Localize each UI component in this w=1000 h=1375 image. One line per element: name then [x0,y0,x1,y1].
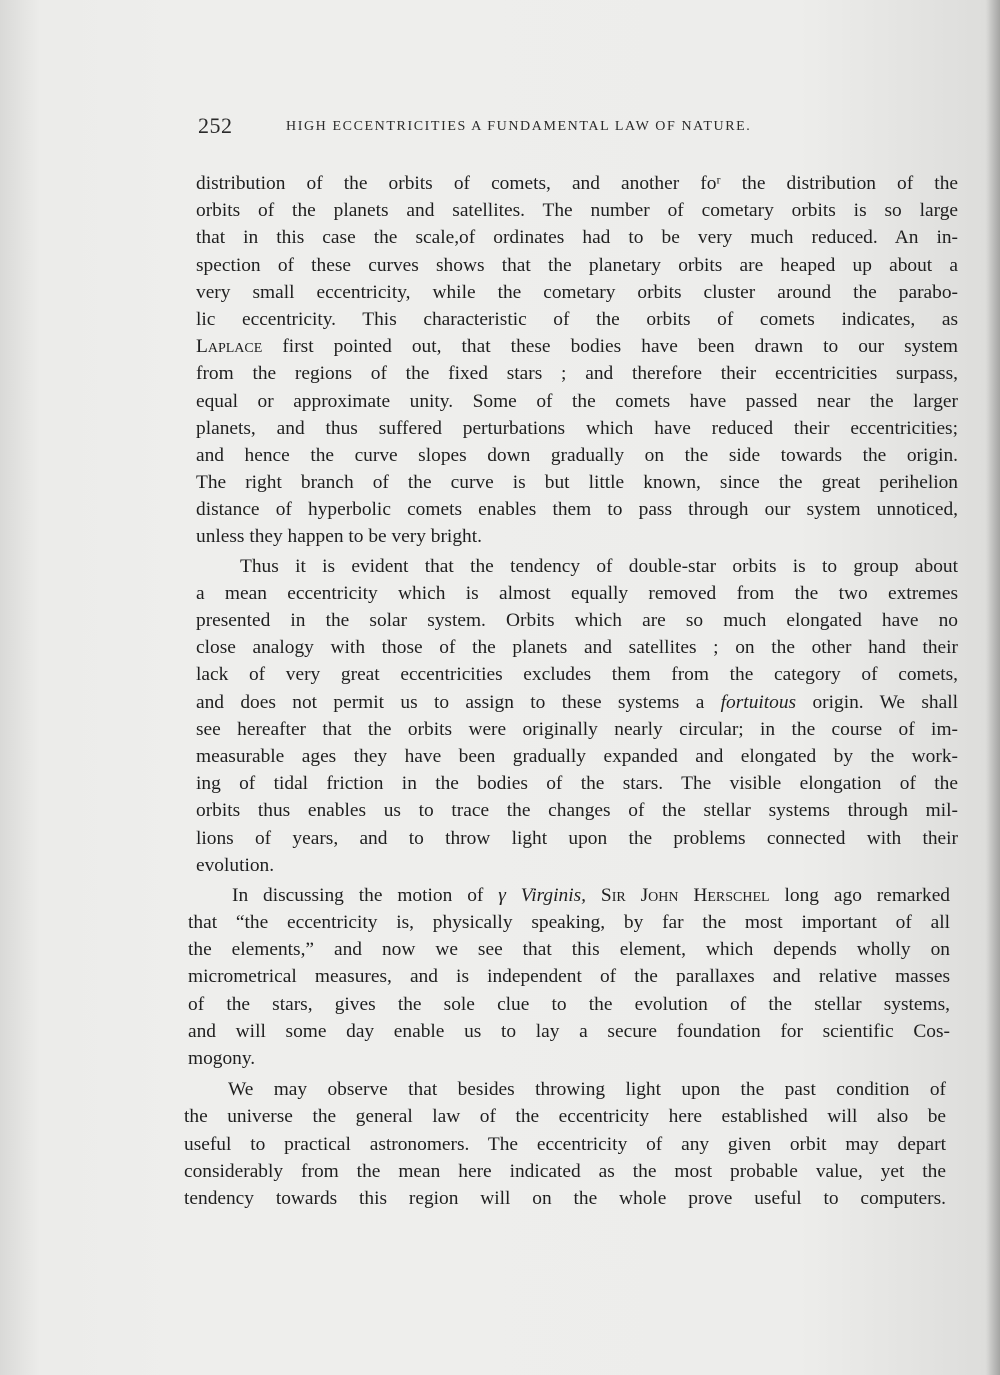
text-line: tendency towards this region will on the whole prove useful to computers. [184,1187,946,1209]
page-header [198,113,868,143]
text-line: distance of hyperbolic comets enables them to pass through our system unnoticed, [196,499,958,521]
text-span: long ago remarked [769,884,950,906]
author-name-herschel: Sir John Herschel [586,884,770,906]
page-edge-shadow [986,0,1000,1375]
author-name-laplace: Laplace [196,336,263,358]
paragraph-2 [196,553,958,879]
text-line: that in this case the scale,of ordinates had to be very much reduced. An in- [196,227,958,249]
text-line: evolution. [196,854,275,876]
text-line: planets, and thus suffered perturbations which have reduced their eccentricities; [196,417,958,439]
italic-word: fortuitous [720,691,797,713]
text-line: orbits thus enables us to trace the changes of the stellar systems through mil- [196,800,958,822]
text-line: of the stars, gives the sole clue to the evolution of the stellar systems, [188,993,950,1015]
italic-star-name: γ Virginis, [498,884,586,906]
text-span: origin. We shall [796,691,958,713]
text-line [196,689,958,716]
text-line: lions of years, and to throw light upon the problems connected with their [196,827,958,849]
text-line: and will some day enable us to lay a secure foundation for scientific Cos- [188,1020,950,1042]
text-line: orbits of the planets and satellites. The number of cometary orbits is so large [196,200,958,222]
text-line: ing of tidal friction in the bodies of the stars. The visible elongation of the [196,773,958,795]
text-span: and does not permit us to assign to these systems a [196,691,721,713]
running-head: HIGH ECCENTRICITIES A FUNDAMENTAL LAW OF NATURE. [286,119,752,134]
text-line: Thus it is evident that the tendency of double-star orbits is to group about [240,555,958,577]
body-text [184,170,958,1212]
text-line: the elements,” and now we see that this element, which depends wholly on [188,939,950,961]
text-line: the universe the general law of the eccentricity here established will also be [184,1106,946,1128]
text-line: measurable ages they have been gradually expanded and elongated by the work- [196,745,958,767]
text-line: lack of very great eccentricities excludes them from the category of comets, [196,664,958,686]
text-span: first pointed out, that these bodies have been drawn to our system [262,336,958,358]
text-line: very small eccentricity, while the cometary orbits cluster around the parabo- [196,281,958,303]
text-line: see hereafter that the orbits were originally nearly circular; in the course of im- [196,718,958,740]
text-line: presented in the solar system. Orbits which are so much elongated have no [196,610,958,631]
paragraph-1 [196,170,958,551]
text-line: lic eccentricity. This characteristic of the orbits of comets indicates, as [196,308,958,330]
text-span: In discussing the motion of [232,884,499,906]
text-line: mogony. [188,1048,256,1069]
text-line: distribution of the orbits of comets, and another foʳ the distribution of the [196,173,958,194]
text-line: from the regions of the fixed stars ; and therefore their eccentricities surpass, [196,363,958,385]
text-line: that “the eccentricity is, physically speaking, by far the most important of all [188,912,950,934]
text-line: The right branch of the curve is but little known, since the great perihelion [196,472,958,494]
text-line: micrometrical measures, and is independent of the parallaxes and relative masses [188,966,950,988]
text-line: considerably from the mean here indicated as the most probable value, yet the [184,1160,946,1182]
text-line [188,882,950,909]
text-line: equal or approximate unity. Some of the comets have passed near the larger [196,390,958,412]
text-line: and hence the curve slopes down gradually on the side towards the origin. [196,444,958,466]
text-line: spection of these curves shows that the planetary orbits are heaped up about a [196,254,958,276]
paragraph-3 [188,882,958,1072]
text-line: unless they happen to be very bright. [196,526,482,548]
text-line [196,333,958,360]
text-line: We may observe that besides throwing light upon the past condition of [228,1079,946,1101]
text-line: a mean eccentricity which is almost equally removed from the two extremes [196,582,958,604]
page-number: 252 [198,113,233,138]
paragraph-4 [184,1076,958,1212]
text-line: close analogy with those of the planets and satellites ; on the other hand their [196,637,958,659]
text-line: useful to practical astronomers. The eccentricity of any given orbit may depart [184,1133,946,1155]
